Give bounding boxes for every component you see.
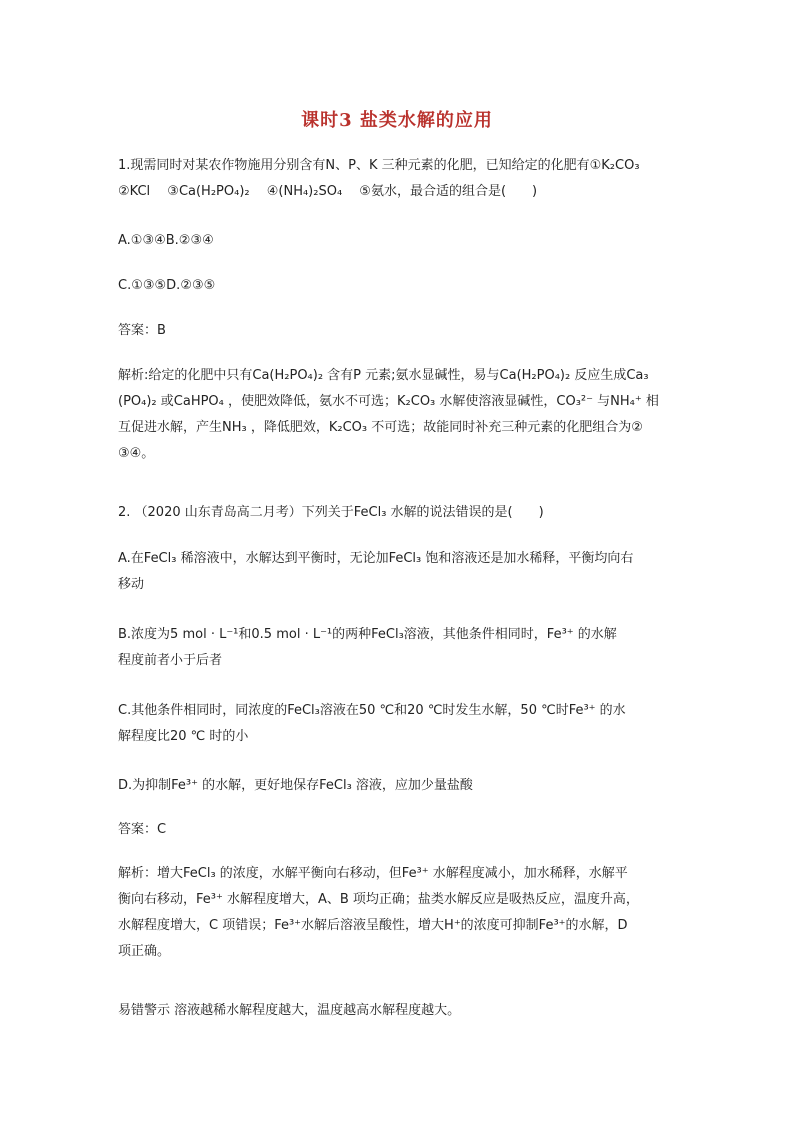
q2-option-a-line-1: A.在FeCl₃ 稀溶液中，水解达到平衡时，无论加FeCl₃ 饱和溶液还是加水稀释，平衡均向右 (118, 551, 634, 566)
q2-option-d: D.为抑制Fe³⁺ 的水解，更好地保存FeCl₃ 溶液，应加少量盐酸 (118, 778, 473, 793)
q2-option-b (118, 622, 678, 674)
page-title: 课时3 盐类水解的应用 (301, 110, 493, 131)
q2-analysis-line-1: 解析：增大FeCl₃ 的浓度，水解平衡向右移动，但Fe³⁺ 水解程度减小，加水稀释，水解平 (118, 866, 628, 881)
q1-analysis-line-1: 解析:给定的化肥中只有Ca(H₂PO₄)₂ 含有P 元素;氨水显碱性，易与Ca(H₂PO₄)₂ 反应生成Ca₃ (118, 368, 649, 383)
q2-warning: 易错警示 溶液越稀水解程度越大，温度越高水解程度越大。 (118, 1003, 461, 1018)
q1-analysis-line-2: (PO₄)₂ 或CaHPO₄ ，使肥效降低，氨水不可选；K₂CO₃ 水解使溶液显碱性，CO₃²⁻ 与NH₄⁺ 相 (118, 394, 659, 409)
q1-answer: 答案：B (118, 323, 166, 338)
q1-stem-line-1: 1.现需同时对某农作物施用分别含有N、P、K 三种元素的化肥，已知给定的化肥有①K₂CO₃ (118, 158, 640, 173)
q1-analysis (118, 363, 678, 467)
q2-analysis (118, 861, 678, 965)
q1-analysis-line-4: ③④。 (118, 446, 155, 461)
q1-stem (118, 153, 678, 205)
q2-option-a (118, 546, 678, 598)
q2-answer: 答案：C (118, 822, 167, 837)
q2-stem: 2. （2020 山东青岛高二月考）下列关于FeCl₃ 水解的说法错误的是( ) (118, 505, 544, 520)
q2-option-c-line-1: C.其他条件相同时，同浓度的FeCl₃溶液在50 ℃和20 ℃时发生水解，50 ℃时Fe³⁺ 的水 (118, 703, 626, 718)
q2-analysis-line-4: 项正确。 (118, 944, 171, 959)
q1-option-cd: C.①③⑤D.②③⑤ (118, 278, 216, 293)
q2-option-b-line-2: 程度前者小于后者 (118, 653, 223, 668)
q2-option-c-line-2: 解程度比20 ℃ 时的小 (118, 729, 249, 744)
q2-option-c (118, 698, 678, 750)
q2-option-a-line-2: 移动 (118, 577, 145, 592)
q2-analysis-line-2: 衡向右移动，Fe³⁺ 水解程度增大，A、B 项均正确；盐类水解反应是吸热反应，温度升高， (118, 892, 639, 907)
q2-option-b-line-1: B.浓度为5 mol · L⁻¹和0.5 mol · L⁻¹的两种FeCl₃溶液，其他条件相同时，Fe³⁺ 的水解 (118, 627, 617, 642)
q2-analysis-line-3: 水解程度增大，C 项错误；Fe³⁺水解后溶液呈酸性，增大H⁺的浓度可抑制Fe³⁺的水解，D (118, 918, 628, 933)
q1-stem-line-2: ②KCl ③Ca(H₂PO₄)₂ ④(NH₄)₂SO₄ ⑤氨水，最合适的组合是( ) (118, 184, 538, 199)
q1-option-ab: A.①③④B.②③④ (118, 233, 214, 248)
q1-analysis-line-3: 互促进水解，产生NH₃ ，降低肥效，K₂CO₃ 不可选；故能同时补充三种元素的化肥组合为② (118, 420, 643, 435)
